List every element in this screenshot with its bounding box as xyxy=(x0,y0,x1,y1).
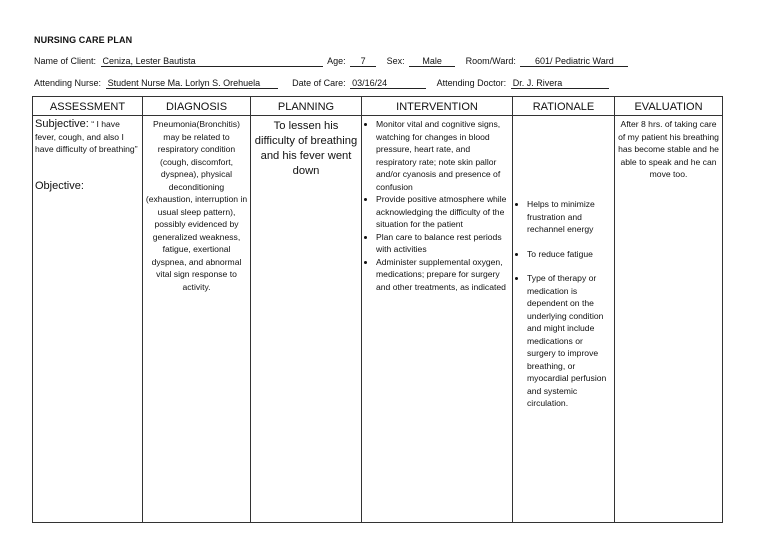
diagnosis-cell xyxy=(143,116,251,523)
header-row xyxy=(33,97,723,116)
client-name-label: Name of Client: xyxy=(34,56,97,66)
intervention-cell xyxy=(362,116,513,523)
doctor-value: Dr. J. Rivera xyxy=(511,78,609,89)
header-assessment: ASSESSMENT xyxy=(33,97,143,116)
objective-label: Objective: xyxy=(35,179,84,192)
care-plan-table xyxy=(32,96,723,523)
subjective-block xyxy=(35,118,140,156)
rationale-cell xyxy=(513,116,615,523)
header-diagnosis: DIAGNOSIS xyxy=(143,97,251,116)
list-item: • To reduce fatigue xyxy=(527,248,612,261)
list-item: • Helps to minimize frustration and rechannel energy xyxy=(527,198,612,236)
header-rationale: RATIONALE xyxy=(513,97,615,116)
list-item: • Plan care to balance rest periods with activities xyxy=(376,231,510,256)
care-info-line xyxy=(34,78,609,89)
nurse-value: Student Nurse Ma. Lorlyn S. Orehuela xyxy=(106,78,278,89)
rationale-list xyxy=(515,198,612,410)
assessment-cell xyxy=(33,116,143,523)
list-item: • Monitor vital and cognitive signs, watching for changes in blood pressure, heart rate, and respiratory rate; note skin pallor and/or cyanosis and presence of confusion xyxy=(376,118,510,193)
room-value: 601/ Pediatric Ward xyxy=(520,56,628,67)
list-item: • Type of therapy or medication is dependent on the underlying condition and might include medications or surgery to improve breathing, or myocardial perfusion and systemic circulation. xyxy=(527,272,612,410)
diagnosis-text: Pneumonia(Bronchitis) may be related to respiratory condition (cough, discomfort, dyspnea), physical deconditioning (exhaustion, interruption in usual sleep pattern), possibly evidenced by generalized weakness, fatigue, exertional dyspnea, and abnormal vital sign response to activity. xyxy=(145,119,248,292)
client-name-value: Ceniza, Lester Bautista xyxy=(101,56,323,67)
document-title: NURSING CARE PLAN xyxy=(34,35,133,45)
age-label: Age: xyxy=(327,56,346,66)
nurse-label: Attending Nurse: xyxy=(34,78,102,88)
sex-value: Male xyxy=(409,56,455,67)
header-planning: PLANNING xyxy=(251,97,362,116)
subjective-text: “ I have fever, cough, and also I have difficulty of breathing” xyxy=(35,119,138,154)
planning-cell xyxy=(251,116,362,523)
date-value: 03/16/24 xyxy=(350,78,426,89)
list-item: • Provide positive atmosphere while acknowledging the difficulty of the situation for the patient xyxy=(376,193,510,231)
table-row xyxy=(33,116,723,523)
evaluation-cell xyxy=(615,116,723,523)
evaluation-text: After 8 hrs. of taking care of my patient his breathing has become stable and he able to speak and he can move too. xyxy=(618,119,719,179)
planning-text: To lessen his difficulty of breathing and his fever went down xyxy=(254,120,358,177)
header-intervention: INTERVENTION xyxy=(362,97,513,116)
list-item: • Administer supplemental oxygen, medications; prepare for surgery and other treatments, as indicated xyxy=(376,256,510,294)
subjective-label: Subjective: xyxy=(35,118,89,130)
room-label: Room/Ward: xyxy=(465,56,516,66)
doctor-label: Attending Doctor: xyxy=(436,78,507,88)
date-label: Date of Care: xyxy=(292,78,346,88)
intervention-list xyxy=(364,118,510,293)
client-info-line xyxy=(34,56,628,67)
header-evaluation: EVALUATION xyxy=(615,97,723,116)
age-value: 7 xyxy=(350,56,376,67)
sex-label: Sex: xyxy=(386,56,405,66)
